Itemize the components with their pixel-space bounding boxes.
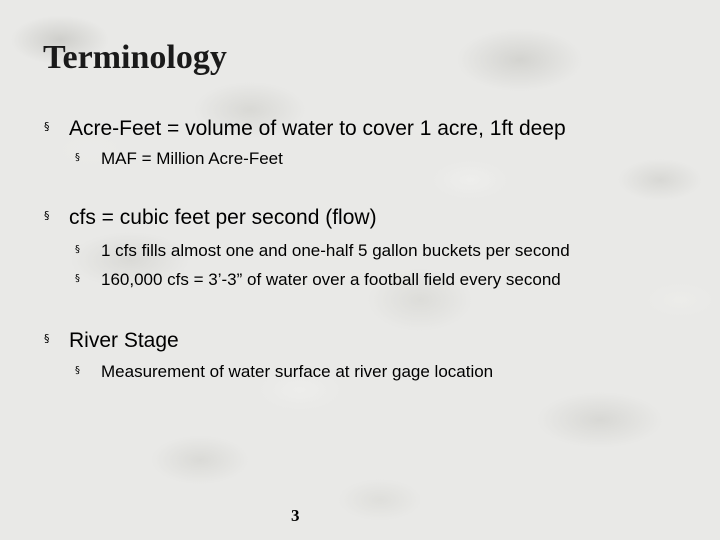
bullet-text: River Stage (69, 329, 179, 352)
subbullet-text: 160,000 cfs = 3’-3” of water over a football field every second (101, 270, 561, 289)
bullet-acre-feet (44, 116, 566, 142)
bullet-marker: § (75, 243, 80, 255)
subbullet-cfs-buckets (75, 240, 570, 263)
bullet-river-stage (44, 328, 179, 354)
page-number: 3 (291, 506, 300, 525)
subbullet-maf (75, 148, 283, 171)
subbullet-cfs-football (75, 269, 561, 292)
bullet-marker: § (44, 209, 50, 223)
subbullet-text: MAF = Million Acre-Feet (101, 149, 283, 168)
bullet-marker: § (44, 120, 50, 134)
bullet-marker: § (44, 332, 50, 346)
bullet-text: Acre-Feet = volume of water to cover 1 acre, 1ft deep (69, 117, 566, 140)
bullet-marker: § (75, 272, 80, 284)
subbullet-measurement (75, 361, 493, 384)
bullet-marker: § (75, 151, 80, 163)
bullet-marker: § (75, 364, 80, 376)
subbullet-text: 1 cfs fills almost one and one-half 5 gallon buckets per second (101, 241, 570, 260)
bullet-cfs (44, 205, 377, 231)
slide-title: Terminology (43, 39, 227, 76)
bullet-text: cfs = cubic feet per second (flow) (69, 206, 377, 229)
subbullet-text: Measurement of water surface at river gage location (101, 362, 494, 381)
